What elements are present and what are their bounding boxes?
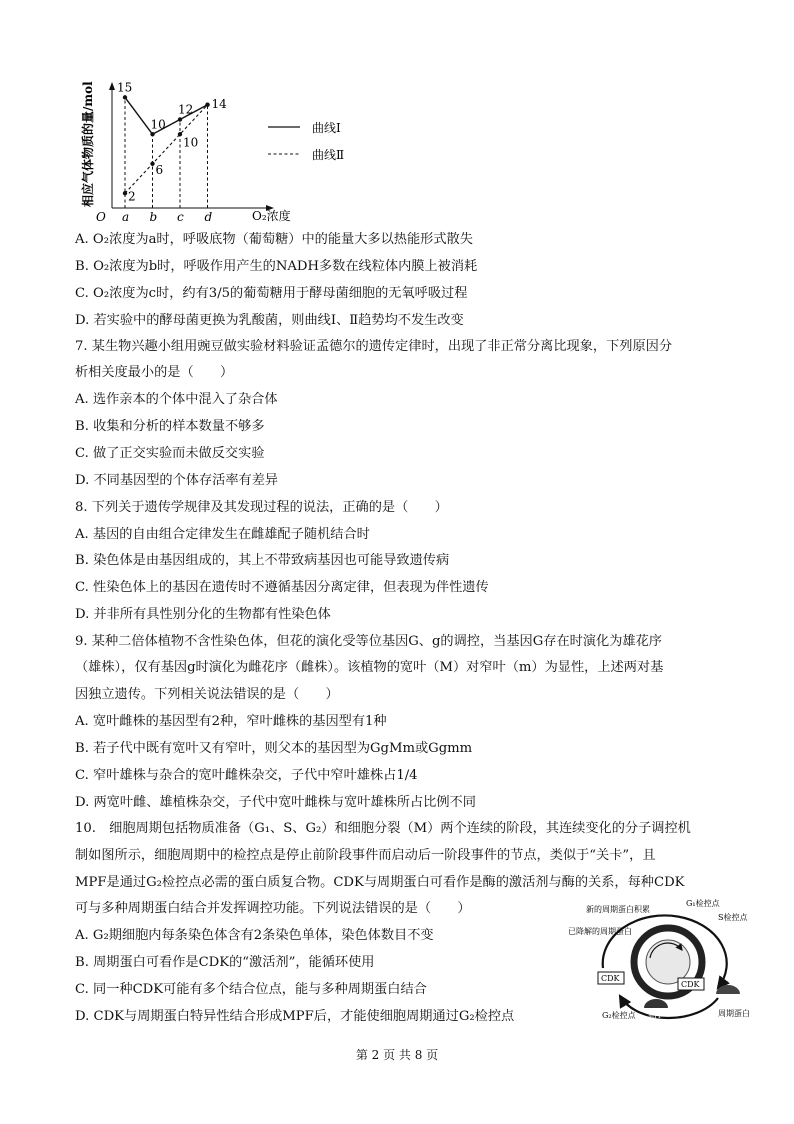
q9-option-c: C. 窄叶雄株与杂合的宽叶雌株杂交，子代中窄叶雄株占1/4 xyxy=(75,768,418,783)
q6-option-c: C. O₂浓度为c时，约有3/5的葡萄糖用于酵母菌细胞的无氧呼吸过程 xyxy=(75,286,468,301)
data-label-s1-a: 15 xyxy=(117,80,133,95)
q8-option-a: A. 基因的自由组合定律发生在雌雄配子随机结合时 xyxy=(75,527,370,542)
point-s2-d xyxy=(205,103,209,107)
q7-option-b: B. 收集和分析的样本数量不够多 xyxy=(75,419,265,434)
label-mpf: MPF xyxy=(648,1013,663,1020)
q10-option-a: A. G₂期细胞内每条染色体含有2条染色单体，染色体数目不变 xyxy=(75,928,434,943)
data-label-s1-d: 14 xyxy=(211,96,227,111)
q10-option-d: D. CDK与周期蛋白特异性结合形成MPF后，才能使细胞周期通过G₂检控点 xyxy=(75,1009,515,1024)
data-label-s1-b: 10 xyxy=(150,117,166,132)
label-new-cyclin: 新的周期蛋白积累 xyxy=(586,905,650,914)
point-s1-a xyxy=(123,95,127,99)
q7-stem-line-1: 7. 某生物兴趣小组用豌豆做实验材料验证孟德尔的遗传定律时，出现了非正常分离比现象，下列原因分 xyxy=(75,339,673,354)
label-degraded-cyclin: 已降解的周期蛋白 xyxy=(568,927,632,936)
q7-option-c: C. 做了正交实验而未做反交实验 xyxy=(75,446,265,461)
series-line-1 xyxy=(125,97,208,134)
x-axis-label: O₂浓度 xyxy=(252,209,291,223)
point-s1-c xyxy=(178,117,182,121)
x-tick-b: b xyxy=(149,210,158,224)
x-tick-c: c xyxy=(177,210,184,224)
label-s-checkpoint: S检控点 xyxy=(718,913,748,922)
q10-option-c: C. 同一种CDK可能有多个结合位点，能与多种周期蛋白结合 xyxy=(75,982,427,997)
point-s2-a xyxy=(123,191,127,195)
q8-option-c: C. 性染色体上的基因在遗传时不遵循基因分离定律，但表现为伴性遗传 xyxy=(75,580,489,595)
x-tick-a: a xyxy=(122,210,130,224)
q10-stem-line-2: 制如图所示，细胞周期中的检控点是停止前阶段事件而启动后一阶段事件的节点，类似于“关卡”，且 xyxy=(75,848,656,863)
q9-stem-line-2: （雄株），仅有基因g时演化为雌花序（雌株）。该植物的宽叶（M）对窄叶（m）为显性，上述两对基 xyxy=(75,660,664,675)
q8-stem: 8. 下列关于遗传学规律及其发现过程的说法，正确的是（ ） xyxy=(75,500,448,515)
label-cdk-right: CDK xyxy=(681,980,700,989)
q6-option-a: A. O₂浓度为a时，呼吸底物（葡萄糖）中的能量大多以热能形式散失 xyxy=(75,232,473,247)
x-tick-d: d xyxy=(204,210,213,224)
q7-stem-line-2: 析相关度最小的是（ ） xyxy=(75,365,234,380)
q10-stem-line-3: MPF是通过G₂检控点必需的蛋白质复合物。CDK与周期蛋白可看作是酶的激活剂与酶的关系，每种CDK xyxy=(75,875,685,890)
point-s1-b xyxy=(150,132,154,136)
q9-option-b: B. 若子代中既有宽叶又有窄叶，则父本的基因型为GgMm或Ggmm xyxy=(75,741,473,756)
page-footer: 第 2 页 共 8 页 xyxy=(355,1048,439,1062)
data-label-s2-a: 2 xyxy=(128,189,136,204)
label-cdk-left: CDK xyxy=(601,974,620,983)
legend-label-curve-1: 曲线Ⅰ xyxy=(312,121,341,135)
origin-label: O xyxy=(96,210,106,224)
cell-cycle-diagram xyxy=(568,898,768,1028)
q8-option-d: D. 并非所有具性别分化的生物都有性染色体 xyxy=(75,607,331,622)
data-label-s2-c: 10 xyxy=(183,135,199,150)
legend-label-curve-2: 曲线Ⅱ xyxy=(312,148,345,162)
y-axis-arrow xyxy=(109,82,115,90)
q6-option-d: D. 若实验中的酵母菌更换为乳酸菌，则曲线Ⅰ、Ⅱ趋势均不发生改变 xyxy=(75,313,464,328)
q7-option-d: D. 不同基因型的个体存活率有差异 xyxy=(75,473,279,488)
y-axis-label: 相应气体物质的量/mol xyxy=(81,81,95,207)
q9-option-d: D. 两宽叶雌、雄植株杂交，子代中宽叶雌株与宽叶雄株所占比例不同 xyxy=(75,795,476,810)
oxygen-respiration-chart xyxy=(70,80,345,230)
data-label-s2-b: 6 xyxy=(155,162,164,177)
point-s2-c xyxy=(178,132,182,136)
q10-option-b: B. 周期蛋白可看作是CDK的“激活剂”，能循环使用 xyxy=(75,955,375,970)
label-g2-checkpoint: G₂检控点 xyxy=(602,1011,636,1020)
q8-option-b: B. 染色体是由基因组成的，其上不带致病基因也可能导致遗传病 xyxy=(75,553,450,568)
q9-stem-line-1: 9. 某种二倍体植物不含性染色体，但花的演化受等位基因G、g的调控，当基因G存在时演化为雄花序 xyxy=(75,634,662,649)
q10-stem-line-4: 可与多种周期蛋白结合并发挥调控功能。下列说法错误的是（ ） xyxy=(75,901,471,916)
q7-option-a: A. 选作亲本的个体中混入了杂合体 xyxy=(75,392,278,407)
q9-option-a: A. 宽叶雌株的基因型有2种，窄叶雌株的基因型有1种 xyxy=(75,714,387,729)
label-cyclin: 周期蛋白 xyxy=(718,1009,750,1018)
mpf-shape xyxy=(644,999,668,1008)
inner-core xyxy=(646,940,690,984)
label-g1-checkpoint: G₁检控点 xyxy=(686,899,720,908)
point-s2-b xyxy=(150,162,154,166)
q9-stem-line-3: 因独立遗传。下列相关说法错误的是（ ） xyxy=(75,687,339,702)
data-label-s1-c: 12 xyxy=(178,102,194,117)
q6-option-b: B. O₂浓度为b时，呼吸作用产生的NADH多数在线粒体内膜上被消耗 xyxy=(75,259,478,274)
q10-stem-line-1: 10. 细胞周期包括物质准备（G₁、S、G₂）和细胞分裂（M）两个连续的阶段，其连续变化的分子调控机 xyxy=(75,821,691,836)
